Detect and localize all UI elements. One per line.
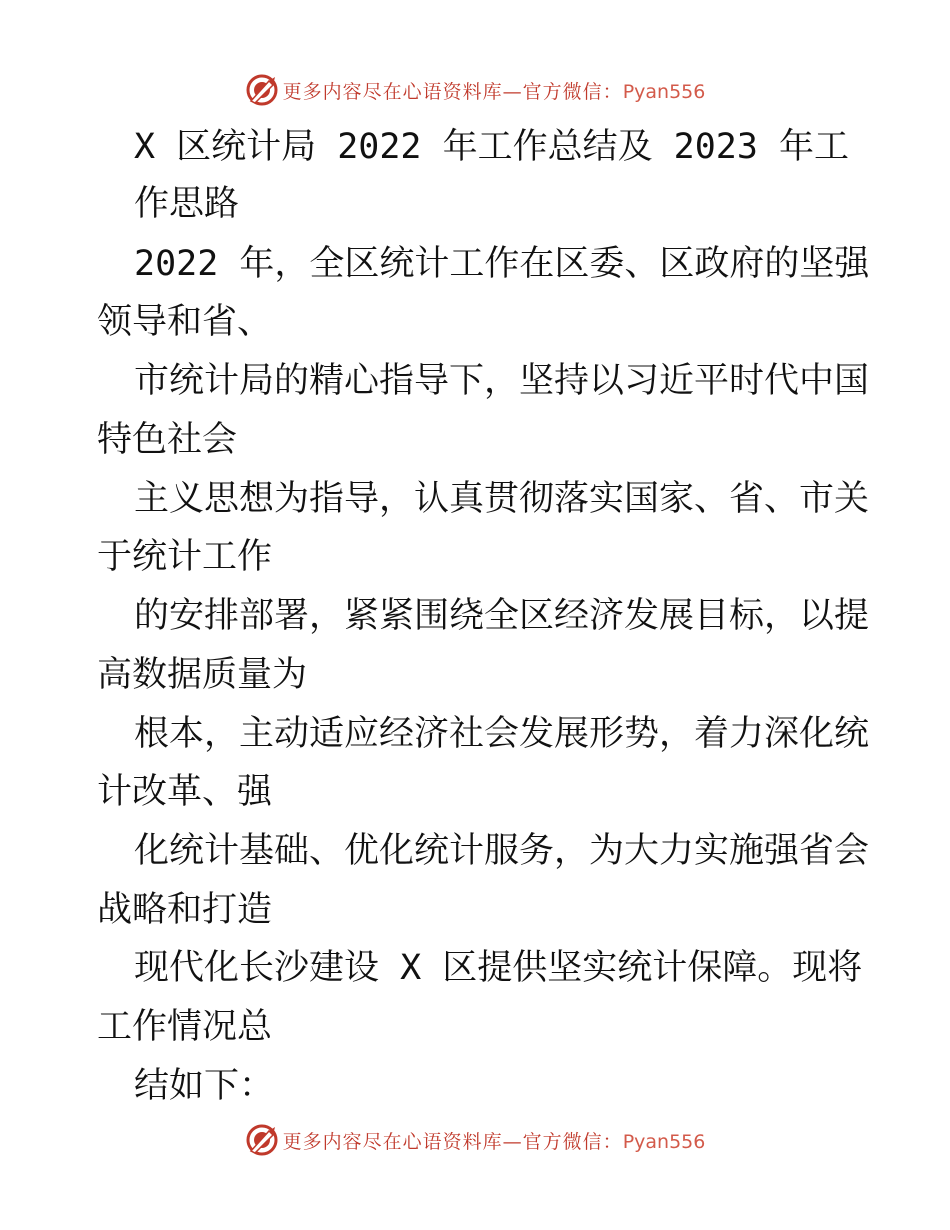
paragraph-line: 市统计局的精心指导下，坚持以习近平时代中国 — [134, 361, 870, 401]
paragraph-line: 高数据质量为 — [97, 655, 308, 695]
document-title-line-2: 作思路 — [134, 184, 240, 224]
paragraph-line: 于统计工作 — [97, 537, 273, 577]
pen-logo-icon — [245, 1123, 279, 1157]
paragraph-line: 主义思想为指导，认真贯彻落实国家、省、市关 — [134, 479, 870, 519]
footer-banner-text: 更多内容尽在心语资料库—官方微信：Pyan556 — [282, 1130, 706, 1153]
header-banner — [0, 70, 950, 110]
paragraph-line: 化统计基础、优化统计服务，为大力实施强省会 — [134, 831, 870, 871]
paragraph-line: 特色社会 — [97, 420, 238, 460]
paragraph-line: 现代化长沙建设 X 区提供坚实统计保障。现将 — [134, 948, 863, 988]
paragraph-line: 战略和打造 — [97, 890, 273, 930]
paragraph-line: 的安排部署，紧紧围绕全区经济发展目标，以提 — [134, 596, 870, 636]
paragraph-line: 2022 年，全区统计工作在区委、区政府的坚强 — [134, 244, 870, 284]
footer-banner — [0, 1120, 950, 1160]
paragraph-line: 领导和省、 — [97, 302, 273, 342]
paragraph-line: 工作情况总 — [97, 1007, 273, 1047]
document-title-line-1: X 区统计局 2022 年工作总结及 2023 年工 — [134, 127, 850, 167]
header-banner-text: 更多内容尽在心语资料库—官方微信：Pyan556 — [282, 80, 706, 103]
paragraph-line: 计改革、强 — [97, 772, 273, 812]
paragraph-line: 结如下： — [134, 1066, 275, 1106]
paragraph-line: 根本，主动适应经济社会发展形势，着力深化统 — [134, 714, 870, 754]
pen-logo-icon — [245, 73, 279, 107]
